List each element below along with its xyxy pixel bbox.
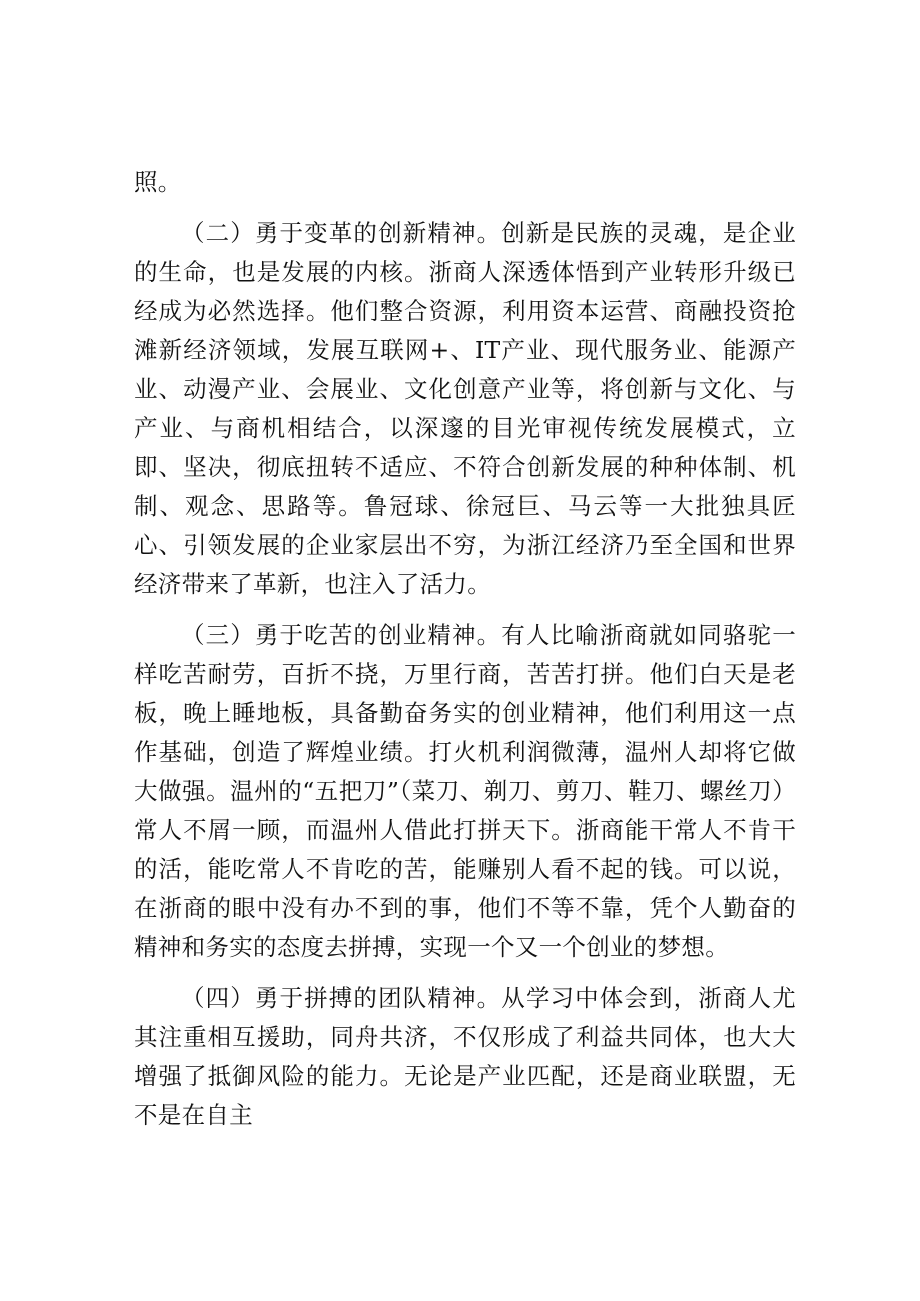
paragraph-innovation-spirit: （二）勇于变革的创新精神。创新是民族的灵魂，是企业的生命，也是发展的内核。浙商人深透体悟到产业转形升级已经成为必然选择。他们整合资源，利用资本运营、商融投资抢滩新经济领域，发展互联网+、IT产业、现代服务业、能源产业、动漫产业、会展业、文化创意产业等，将创新与文化、与产业、与商机相结合，以深邃的目光审视传统发展模式，立即、坚决，彻底扭转不适应、不符合创新发展的种种体制、机制、观念、思路等。鲁冠球、徐冠巨、马云等一大批独具匠心、引领发展的企业家层出不穷，为浙江经济乃至全国和世界经济带来了革新，也注入了活力。: [134, 219, 796, 598]
paragraph-entrepreneurial-spirit: （三）勇于吃苦的创业精神。有人比喻浙商就如同骆驼一样吃苦耐劳，百折不挠，万里行商，苦苦打拼。他们白天是老板，晚上睡地板，具备勤奋务实的创业精神，他们利用这一点作基础，创造了辉煌业绩。打火机利润微薄，温州人却将它做大做强。温州的“五把刀”（菜刀、剃刀、剪刀、鞋刀、螺丝刀）常人不屑一顾，而温州人借此打拼天下。浙商能干常人不肯干的活，能吃常人不肯吃的苦，能赚别人看不起的钱。可以说，在浙商的眼中没有办不到的事，他们不等不靠，凭个人勤奋的精神和务实的态度去拼搏，实现一个又一个创业的梦想。: [134, 621, 796, 961]
paragraph-continuation: 照。: [134, 168, 182, 196]
paragraph-team-spirit: （四）勇于拼搏的团队精神。从学习中体会到，浙商人尤其注重相互援助，同舟共济，不仅形成了利益共同体，也大大增强了抵御风险的能力。无论是产业匹配，还是商业联盟，无不是在自主: [134, 984, 796, 1129]
document-body: [134, 163, 796, 1135]
